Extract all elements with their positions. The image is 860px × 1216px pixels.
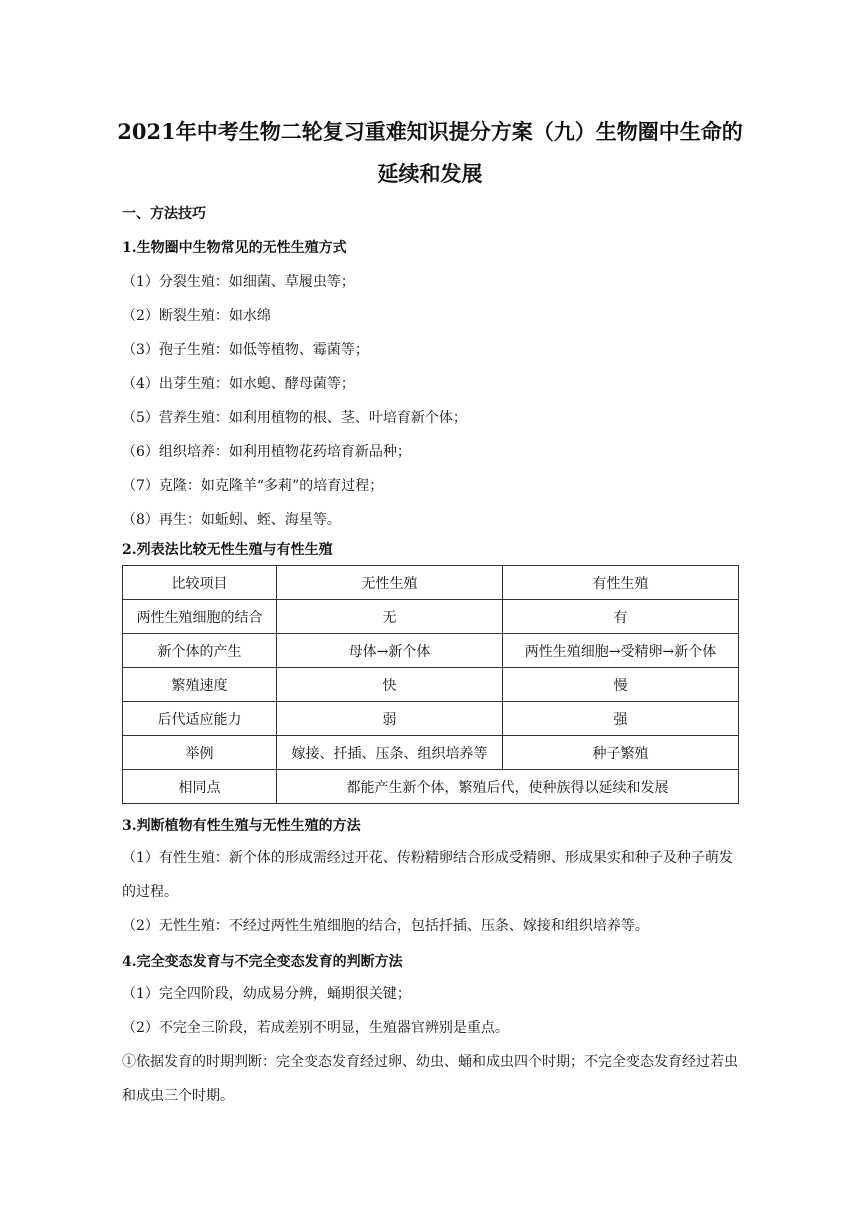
list-item: （2）断裂生殖：如水绵 xyxy=(122,308,271,324)
table-header-cell: 有性生殖 xyxy=(503,566,739,600)
table-row xyxy=(123,702,739,736)
table-cell: 新个体的产生 xyxy=(123,634,277,668)
list-item: （6）组织培养：如利用植物花药培育新品种； xyxy=(122,444,411,460)
paragraph: （1）有性生殖：新个体的形成需经过开花、传粉精卵结合形成受精卵、形成果实和种子及种子萌发的过程。 xyxy=(122,850,733,900)
list-item: （4）出芽生殖：如水螅、酵母菌等； xyxy=(122,376,355,392)
table-cell: 嫁接、扦插、压条、组织培养等 xyxy=(277,736,503,770)
table-cell: 相同点 xyxy=(123,770,277,804)
table-cell: 种子繁殖 xyxy=(503,736,739,770)
table-header-cell: 无性生殖 xyxy=(277,566,503,600)
section-heading-methods: 一、方法技巧 xyxy=(122,206,206,222)
list-item: （1）分裂生殖：如细菌、草履虫等； xyxy=(122,274,355,290)
comparison-table xyxy=(122,565,739,804)
table-cell: 母体→新个体 xyxy=(277,634,503,668)
document-title: 2021年中考生物二轮复习重难知识提分方案（九）生物圈中生命的延续和发展 xyxy=(117,119,743,186)
table-row xyxy=(123,736,739,770)
table-cell: 后代适应能力 xyxy=(123,702,277,736)
list-item: （8）再生：如蚯蚓、蛭、海星等。 xyxy=(122,512,341,528)
list-item: （3）孢子生殖：如低等植物、霉菌等； xyxy=(122,342,369,358)
table-cell: 快 xyxy=(277,668,503,702)
table-cell: 繁殖速度 xyxy=(123,668,277,702)
table-cell: 无 xyxy=(277,600,503,634)
subheading-metamorphosis: 4.完全变态发育与不完全变态发育的判断方法 xyxy=(122,954,403,970)
subheading-comparison-table: 2.列表法比较无性生殖与有性生殖 xyxy=(122,542,333,558)
table-cell: 强 xyxy=(503,702,739,736)
table-cell-merged: 都能产生新个体，繁殖后代，使种族得以延续和发展 xyxy=(277,770,739,804)
paragraph: （2）无性生殖：不经过两性生殖细胞的结合，包括扦插、压条、嫁接和组织培养等。 xyxy=(122,918,649,934)
paragraph: （1）完全四阶段，幼成易分辨，蛹期很关键； xyxy=(122,986,411,1002)
table-cell: 两性生殖细胞→受精卵→新个体 xyxy=(503,634,739,668)
list-item: （7）克隆：如克隆羊“多莉”的培育过程； xyxy=(122,478,384,494)
subheading-plant-reproduction: 3.判断植物有性生殖与无性生殖的方法 xyxy=(122,818,361,834)
paragraph: （2）不完全三阶段，若成差别不明显，生殖器官辨别是重点。 xyxy=(122,1020,509,1036)
table-row-common xyxy=(123,770,739,804)
table-cell: 两性生殖细胞的结合 xyxy=(123,600,277,634)
table-row xyxy=(123,634,739,668)
paragraph: ①依据发育的时期判断：完全变态发育经过卵、幼虫、蛹和成虫四个时期；不完全变态发育经过若虫和成虫三个时期。 xyxy=(122,1054,738,1104)
table-header-row xyxy=(123,566,739,600)
table-cell: 弱 xyxy=(277,702,503,736)
table-cell: 慢 xyxy=(503,668,739,702)
table-row xyxy=(123,600,739,634)
table-header-cell: 比较项目 xyxy=(123,566,277,600)
table-cell: 举例 xyxy=(123,736,277,770)
table-cell: 有 xyxy=(503,600,739,634)
table-row xyxy=(123,668,739,702)
list-item: （5）营养生殖：如利用植物的根、茎、叶培育新个体； xyxy=(122,410,467,426)
subheading-asexual-methods: 1.生物圈中生物常见的无性生殖方式 xyxy=(122,240,347,256)
